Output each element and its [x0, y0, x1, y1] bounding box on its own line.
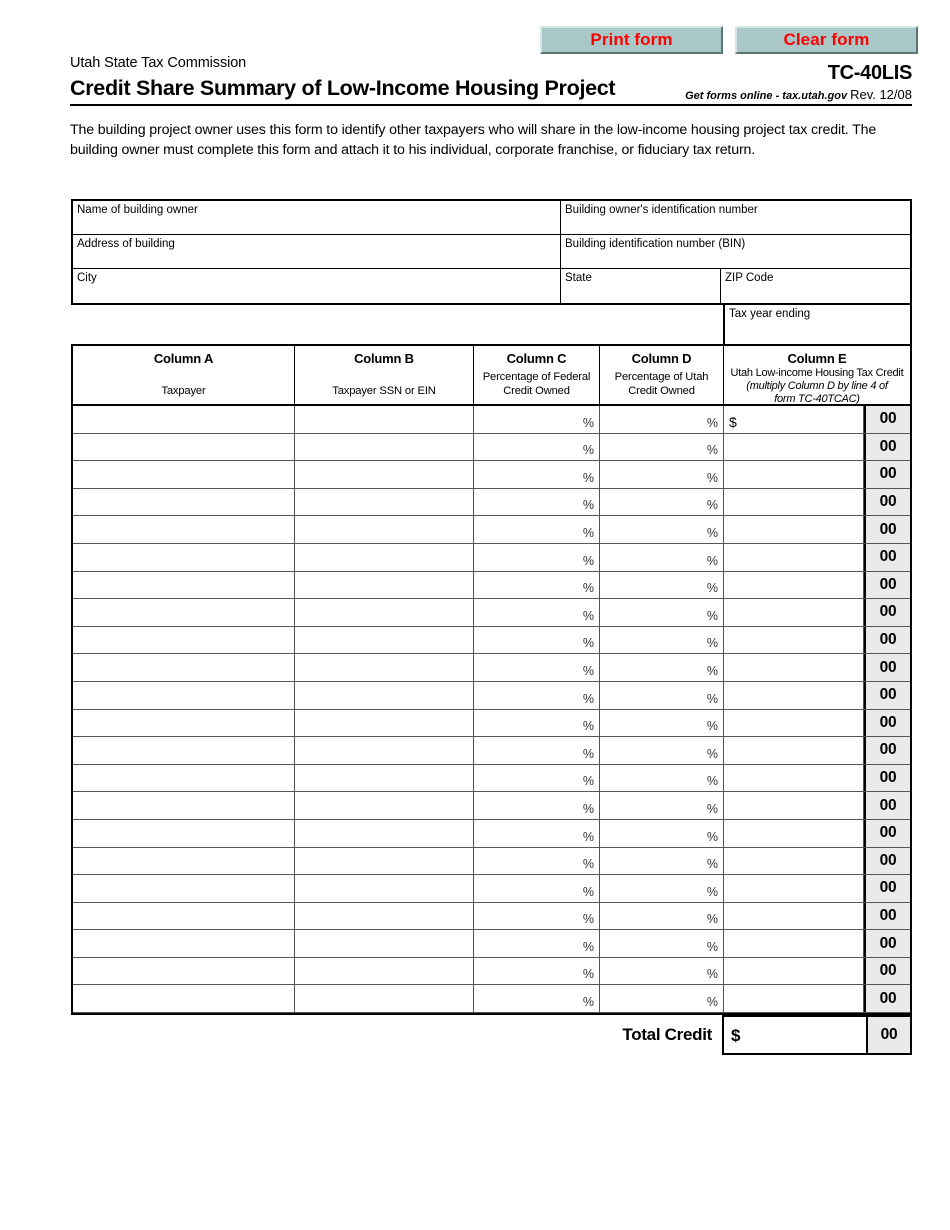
- percent-symbol: %: [706, 663, 718, 678]
- row-ssn-ein-cell[interactable]: [295, 737, 474, 764]
- column-a-header: [73, 346, 295, 404]
- column-d-desc-line-1: Percentage of Utah: [614, 371, 709, 383]
- row-utah-percent-cell[interactable]: [600, 572, 724, 599]
- percent-symbol: %: [706, 801, 718, 816]
- percent-symbol: %: [582, 691, 594, 706]
- table-row: [73, 820, 910, 848]
- table-rows-container: [73, 406, 910, 1013]
- row-taxpayer-cell[interactable]: [73, 406, 295, 433]
- row-credit-amount-cell[interactable]: [724, 682, 864, 709]
- row-credit-amount-cell[interactable]: [724, 489, 864, 516]
- row-taxpayer-cell[interactable]: [73, 820, 295, 847]
- row-cents-box: 00: [864, 930, 910, 957]
- row-credit-amount-cell[interactable]: [724, 599, 864, 626]
- column-c-desc: [474, 371, 599, 398]
- row-credit-amount-cell[interactable]: [724, 903, 864, 930]
- intro-paragraph: The building project owner uses this form to identify other taxpayers who will share in the low-income housing project tax credit. The building owner must complete this form and attach it to his individual, corporate franchise, or fiduciary tax return.: [70, 122, 877, 158]
- row-utah-percent-cell[interactable]: [600, 599, 724, 626]
- agency-name: Utah State Tax Commission: [70, 55, 247, 71]
- percent-symbol: %: [706, 415, 718, 430]
- row-taxpayer-cell[interactable]: [73, 654, 295, 681]
- clear-form-button[interactable]: Clear form: [735, 26, 918, 54]
- row-taxpayer-cell[interactable]: [73, 599, 295, 626]
- table-row: [73, 572, 910, 600]
- percent-symbol: %: [706, 443, 718, 458]
- zip-code-field[interactable]: [721, 269, 910, 303]
- percent-symbol: %: [582, 719, 594, 734]
- row-ssn-ein-cell[interactable]: [295, 461, 474, 488]
- row-utah-percent-cell[interactable]: [600, 544, 724, 571]
- name-of-building-owner-label: Name of building owner: [77, 204, 198, 216]
- percent-symbol: %: [582, 470, 594, 485]
- percent-symbol: %: [582, 581, 594, 596]
- percent-symbol: %: [582, 939, 594, 954]
- column-e-desc-line-2: (multiply Column D by line 4 of: [746, 379, 888, 392]
- row-taxpayer-cell[interactable]: [73, 544, 295, 571]
- row-federal-percent-cell[interactable]: [474, 820, 600, 847]
- state-field[interactable]: [561, 269, 721, 303]
- percent-symbol: %: [582, 608, 594, 623]
- row-taxpayer-cell[interactable]: [73, 903, 295, 930]
- row-taxpayer-cell[interactable]: [73, 875, 295, 902]
- header-divider: [70, 104, 912, 106]
- row-ssn-ein-cell[interactable]: [295, 930, 474, 957]
- building-owner-id-label: Building owner's identification number: [565, 204, 758, 216]
- percent-symbol: %: [706, 581, 718, 596]
- row-ssn-ein-cell[interactable]: [295, 654, 474, 681]
- percent-symbol: %: [706, 553, 718, 568]
- table-row: [73, 985, 910, 1013]
- row-utah-percent-cell[interactable]: [600, 461, 724, 488]
- column-c-desc-line-1: Percentage of Federal: [482, 371, 591, 383]
- row-cents-box: 00: [864, 765, 910, 792]
- tax-year-ending-field[interactable]: [723, 305, 912, 344]
- row-federal-percent-cell[interactable]: [474, 710, 600, 737]
- row-cents-box: 00: [864, 958, 910, 985]
- table-row: [73, 903, 910, 931]
- row-utah-percent-cell[interactable]: [600, 406, 724, 433]
- form-action-buttons: [540, 26, 918, 54]
- row-cents-box: 00: [864, 572, 910, 599]
- row-ssn-ein-cell[interactable]: [295, 544, 474, 571]
- credit-share-table: [71, 344, 912, 1013]
- row-federal-percent-cell[interactable]: [474, 875, 600, 902]
- form-revision: Rev. 12/08: [850, 87, 912, 102]
- row-utah-percent-cell[interactable]: [600, 765, 724, 792]
- row-ssn-ein-cell[interactable]: [295, 848, 474, 875]
- table-row: [73, 792, 910, 820]
- column-e-name: Column E: [787, 351, 847, 366]
- row-cents-box: 00: [864, 737, 910, 764]
- table-row: [73, 434, 910, 462]
- row-taxpayer-cell[interactable]: [73, 792, 295, 819]
- percent-symbol: %: [706, 525, 718, 540]
- row-ssn-ein-cell[interactable]: [295, 682, 474, 709]
- row-cents-box: 00: [864, 544, 910, 571]
- column-d-header: [600, 346, 724, 404]
- row-credit-amount-cell[interactable]: [724, 516, 864, 543]
- row-federal-percent-cell[interactable]: [474, 930, 600, 957]
- row-utah-percent-cell[interactable]: [600, 848, 724, 875]
- row-utah-percent-cell[interactable]: [600, 434, 724, 461]
- row-federal-percent-cell[interactable]: [474, 985, 600, 1012]
- column-a-desc: [73, 385, 294, 399]
- state-label: State: [565, 272, 592, 284]
- row-federal-percent-cell[interactable]: [474, 599, 600, 626]
- row-taxpayer-cell[interactable]: [73, 461, 295, 488]
- city-label: City: [77, 272, 97, 284]
- row-ssn-ein-cell[interactable]: [295, 516, 474, 543]
- total-credit-cents: 00: [866, 1015, 912, 1055]
- row-utah-percent-cell[interactable]: [600, 654, 724, 681]
- row-cents-box: 00: [864, 710, 910, 737]
- row-credit-amount-cell[interactable]: [724, 765, 864, 792]
- table-row: [73, 461, 910, 489]
- row-ssn-ein-cell[interactable]: [295, 489, 474, 516]
- print-form-button[interactable]: Print form: [540, 26, 723, 54]
- percent-symbol: %: [706, 995, 718, 1010]
- row-cents-box: 00: [864, 682, 910, 709]
- table-row: [73, 930, 910, 958]
- row-credit-amount-cell[interactable]: [724, 792, 864, 819]
- column-e-desc-line-1: Utah Low-income Housing Tax Credit: [730, 367, 904, 379]
- row-cents-box: 00: [864, 903, 910, 930]
- total-credit-amount-field[interactable]: [722, 1015, 866, 1055]
- row-credit-amount-cell[interactable]: [724, 434, 864, 461]
- table-header-row: [73, 346, 910, 406]
- page-title: Credit Share Summary of Low-Income Housing Project: [70, 76, 616, 100]
- row-utah-percent-cell[interactable]: [600, 516, 724, 543]
- row-federal-percent-cell[interactable]: [474, 627, 600, 654]
- row-credit-amount-cell[interactable]: [724, 737, 864, 764]
- row-ssn-ein-cell[interactable]: [295, 710, 474, 737]
- table-row: [73, 627, 910, 655]
- table-row: [73, 765, 910, 793]
- row-federal-percent-cell[interactable]: [474, 406, 600, 433]
- row-cents-box: 00: [864, 434, 910, 461]
- table-row: [73, 516, 910, 544]
- row-federal-percent-cell[interactable]: [474, 958, 600, 985]
- column-b-name: Column B: [354, 351, 414, 366]
- address-of-building-field[interactable]: [73, 235, 561, 268]
- row-utah-percent-cell[interactable]: [600, 985, 724, 1012]
- row-credit-amount-cell[interactable]: [724, 930, 864, 957]
- percent-symbol: %: [706, 746, 718, 761]
- percent-symbol: %: [582, 443, 594, 458]
- tax-year-ending-label: Tax year ending: [729, 308, 811, 320]
- row-credit-amount-cell[interactable]: [724, 710, 864, 737]
- table-row: [73, 599, 910, 627]
- table-row: [73, 544, 910, 572]
- row-utah-percent-cell[interactable]: [600, 820, 724, 847]
- table-row: [73, 848, 910, 876]
- percent-symbol: %: [706, 719, 718, 734]
- percent-symbol: %: [706, 498, 718, 513]
- row-credit-amount-cell[interactable]: [724, 544, 864, 571]
- row-ssn-ein-cell[interactable]: [295, 572, 474, 599]
- column-d-desc: [600, 371, 723, 398]
- percent-symbol: %: [706, 912, 718, 927]
- table-row: [73, 654, 910, 682]
- row-taxpayer-cell[interactable]: [73, 765, 295, 792]
- percent-symbol: %: [582, 663, 594, 678]
- percent-symbol: %: [706, 857, 718, 872]
- percent-symbol: %: [582, 415, 594, 430]
- row-cents-box: 00: [864, 792, 910, 819]
- city-field[interactable]: [73, 269, 561, 303]
- row-ssn-ein-cell[interactable]: [295, 434, 474, 461]
- row-taxpayer-cell[interactable]: [73, 737, 295, 764]
- table-row: [73, 737, 910, 765]
- percent-symbol: %: [582, 967, 594, 982]
- column-e-desc: [724, 367, 910, 404]
- column-a-desc-line-1: Taxpayer: [161, 384, 206, 397]
- percent-symbol: %: [582, 912, 594, 927]
- column-c-header: [474, 346, 600, 404]
- row-federal-percent-cell[interactable]: [474, 765, 600, 792]
- row-federal-percent-cell[interactable]: [474, 544, 600, 571]
- percent-symbol: %: [706, 774, 718, 789]
- row-utah-percent-cell[interactable]: [600, 710, 724, 737]
- percent-symbol: %: [706, 608, 718, 623]
- percent-symbol: %: [582, 829, 594, 844]
- row-federal-percent-cell[interactable]: [474, 792, 600, 819]
- building-identification-number-label: Building identification number (BIN): [565, 238, 746, 250]
- row-cents-box: 00: [864, 848, 910, 875]
- row-credit-amount-cell[interactable]: [724, 985, 864, 1012]
- building-owner-id-field[interactable]: [561, 201, 910, 234]
- row-cents-box: 00: [864, 985, 910, 1012]
- row-ssn-ein-cell[interactable]: [295, 820, 474, 847]
- total-credit-label: Total Credit: [622, 1025, 712, 1044]
- column-a-name: Column A: [153, 351, 214, 366]
- row-taxpayer-cell[interactable]: [73, 434, 295, 461]
- total-credit-row: [71, 1015, 912, 1055]
- row-cents-box: 00: [864, 875, 910, 902]
- column-e-header: [724, 346, 910, 404]
- percent-symbol: %: [706, 829, 718, 844]
- row-cents-box: 00: [864, 820, 910, 847]
- percent-symbol: %: [582, 525, 594, 540]
- row-credit-amount-cell[interactable]: [724, 627, 864, 654]
- row-cents-box: 00: [864, 489, 910, 516]
- row-federal-percent-cell[interactable]: [474, 654, 600, 681]
- row-utah-percent-cell[interactable]: [600, 627, 724, 654]
- table-row: [73, 710, 910, 738]
- column-c-name: Column C: [506, 351, 567, 366]
- row-utah-percent-cell[interactable]: [600, 737, 724, 764]
- row-taxpayer-cell[interactable]: [73, 489, 295, 516]
- row-utah-percent-cell[interactable]: [600, 875, 724, 902]
- row-utah-percent-cell[interactable]: [600, 958, 724, 985]
- row-ssn-ein-cell[interactable]: [295, 627, 474, 654]
- total-dollar-sign: $: [731, 1026, 741, 1045]
- row-cents-box: 00: [864, 516, 910, 543]
- row-federal-percent-cell[interactable]: [474, 737, 600, 764]
- percent-symbol: %: [582, 857, 594, 872]
- percent-symbol: %: [706, 884, 718, 899]
- row-taxpayer-cell[interactable]: [73, 930, 295, 957]
- percent-symbol: %: [706, 967, 718, 982]
- row-credit-amount-cell[interactable]: [724, 406, 864, 433]
- percent-symbol: %: [582, 498, 594, 513]
- owner-info-row-city: [73, 269, 910, 303]
- owner-info-row-address: [73, 235, 910, 269]
- row-federal-percent-cell[interactable]: [474, 461, 600, 488]
- row-cents-box: 00: [864, 406, 910, 433]
- row-utah-percent-cell[interactable]: [600, 682, 724, 709]
- row-credit-amount-cell[interactable]: [724, 875, 864, 902]
- row-credit-amount-cell[interactable]: [724, 461, 864, 488]
- row-ssn-ein-cell[interactable]: [295, 599, 474, 626]
- table-row: [73, 958, 910, 986]
- column-d-name: Column D: [631, 351, 692, 366]
- column-c-desc-line-2: Credit Owned: [503, 384, 570, 397]
- row-taxpayer-cell[interactable]: [73, 572, 295, 599]
- row-credit-amount-cell[interactable]: [724, 958, 864, 985]
- percent-symbol: %: [582, 884, 594, 899]
- name-of-building-owner-field[interactable]: [73, 201, 561, 234]
- row-cents-box: 00: [864, 599, 910, 626]
- percent-symbol: %: [582, 746, 594, 761]
- row-ssn-ein-cell[interactable]: [295, 406, 474, 433]
- percent-symbol: %: [582, 995, 594, 1010]
- table-row: [73, 489, 910, 517]
- row-credit-amount-cell[interactable]: [724, 820, 864, 847]
- get-forms-online-text: Get forms online - tax.utah.gov: [685, 90, 848, 102]
- row-cents-box: 00: [864, 461, 910, 488]
- table-row: [73, 682, 910, 710]
- row-federal-percent-cell[interactable]: [474, 848, 600, 875]
- row-federal-percent-cell[interactable]: [474, 516, 600, 543]
- percent-symbol: %: [706, 939, 718, 954]
- column-b-desc: [295, 385, 473, 399]
- row-ssn-ein-cell[interactable]: [295, 765, 474, 792]
- row-taxpayer-cell[interactable]: [73, 516, 295, 543]
- row-taxpayer-cell[interactable]: [73, 958, 295, 985]
- row-ssn-ein-cell[interactable]: [295, 792, 474, 819]
- column-b-header: [295, 346, 474, 404]
- percent-symbol: %: [582, 801, 594, 816]
- row-utah-percent-cell[interactable]: [600, 489, 724, 516]
- column-d-desc-line-2: Credit Owned: [628, 384, 695, 397]
- row-taxpayer-cell[interactable]: [73, 682, 295, 709]
- percent-symbol: %: [706, 636, 718, 651]
- row-federal-percent-cell[interactable]: [474, 572, 600, 599]
- row-cents-box: 00: [864, 654, 910, 681]
- row-taxpayer-cell[interactable]: [73, 710, 295, 737]
- owner-info-row-name: [73, 201, 910, 235]
- table-row: [73, 406, 910, 434]
- table-row: [73, 875, 910, 903]
- zip-code-label: ZIP Code: [725, 272, 774, 284]
- row-federal-percent-cell[interactable]: [474, 434, 600, 461]
- row-credit-amount-cell[interactable]: [724, 572, 864, 599]
- dollar-sign: $: [729, 413, 737, 430]
- percent-symbol: %: [582, 636, 594, 651]
- row-taxpayer-cell[interactable]: [73, 627, 295, 654]
- row-federal-percent-cell[interactable]: [474, 903, 600, 930]
- row-federal-percent-cell[interactable]: [474, 489, 600, 516]
- row-federal-percent-cell[interactable]: [474, 682, 600, 709]
- column-b-desc-line-1: Taxpayer SSN or EIN: [332, 384, 436, 397]
- form-code: TC-40LIS: [827, 62, 912, 84]
- row-taxpayer-cell[interactable]: [73, 985, 295, 1012]
- row-credit-amount-cell[interactable]: [724, 848, 864, 875]
- percent-symbol: %: [706, 470, 718, 485]
- row-cents-box: 00: [864, 627, 910, 654]
- percent-symbol: %: [582, 774, 594, 789]
- building-identification-number-field[interactable]: [561, 235, 910, 268]
- form-subheader: [685, 87, 912, 102]
- row-ssn-ein-cell[interactable]: [295, 903, 474, 930]
- row-taxpayer-cell[interactable]: [73, 848, 295, 875]
- percent-symbol: %: [582, 553, 594, 568]
- owner-info-box: [71, 199, 912, 305]
- address-of-building-label: Address of building: [77, 238, 175, 250]
- row-ssn-ein-cell[interactable]: [295, 875, 474, 902]
- row-credit-amount-cell[interactable]: [724, 654, 864, 681]
- row-utah-percent-cell[interactable]: [600, 903, 724, 930]
- column-e-desc-line-3: form TC-40TCAC): [774, 392, 860, 404]
- percent-symbol: %: [706, 691, 718, 706]
- row-ssn-ein-cell[interactable]: [295, 958, 474, 985]
- row-utah-percent-cell[interactable]: [600, 792, 724, 819]
- row-ssn-ein-cell[interactable]: [295, 985, 474, 1012]
- row-utah-percent-cell[interactable]: [600, 930, 724, 957]
